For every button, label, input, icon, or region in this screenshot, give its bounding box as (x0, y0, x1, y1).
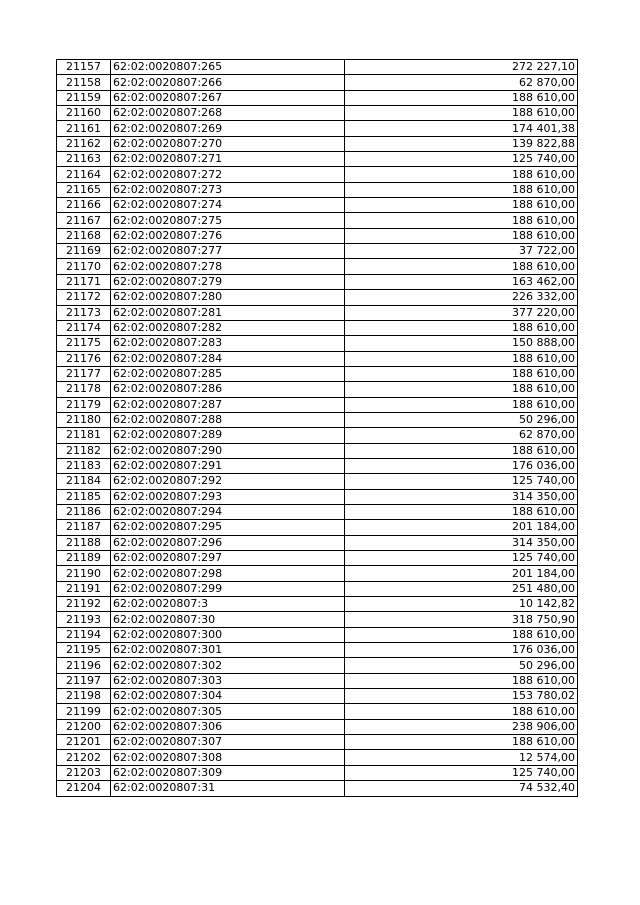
row-number-cell: 21200 (57, 719, 111, 734)
cadastral-number-cell: 62:02:0020807:309 (111, 765, 345, 780)
row-number-cell: 21174 (57, 320, 111, 335)
row-number-cell: 21179 (57, 397, 111, 412)
cadastral-number-cell: 62:02:0020807:275 (111, 213, 345, 228)
row-number-cell: 21166 (57, 198, 111, 213)
cadastral-value-cell: 188 610,00 (345, 504, 578, 519)
row-number-cell: 21177 (57, 366, 111, 381)
table-row (57, 428, 578, 443)
table-row (57, 290, 578, 305)
cadastral-value-cell: 176 036,00 (345, 643, 578, 658)
row-number-cell: 21178 (57, 382, 111, 397)
cadastral-number-cell: 62:02:0020807:293 (111, 489, 345, 504)
cadastral-value-cell: 188 610,00 (345, 213, 578, 228)
cadastral-number-cell: 62:02:0020807:270 (111, 136, 345, 151)
cadastral-number-cell: 62:02:0020807:276 (111, 228, 345, 243)
table-row (57, 443, 578, 458)
row-number-cell: 21185 (57, 489, 111, 504)
cadastral-number-cell: 62:02:0020807:307 (111, 735, 345, 750)
row-number-cell: 21197 (57, 673, 111, 688)
row-number-cell: 21165 (57, 182, 111, 197)
cadastral-value-cell: 188 610,00 (345, 90, 578, 105)
table-row (57, 259, 578, 274)
table-row (57, 658, 578, 673)
cadastral-value-cell: 188 610,00 (345, 182, 578, 197)
table-row (57, 566, 578, 581)
row-number-cell: 21160 (57, 106, 111, 121)
row-number-cell: 21183 (57, 458, 111, 473)
cadastral-value-cell: 188 610,00 (345, 735, 578, 750)
cadastral-value-cell: 37 722,00 (345, 244, 578, 259)
cadastral-value-cell: 188 610,00 (345, 627, 578, 642)
row-number-cell: 21204 (57, 781, 111, 796)
cadastral-number-cell: 62:02:0020807:278 (111, 259, 345, 274)
cadastral-number-cell: 62:02:0020807:290 (111, 443, 345, 458)
row-number-cell: 21175 (57, 336, 111, 351)
cadastral-number-cell: 62:02:0020807:288 (111, 412, 345, 427)
cadastral-number-cell: 62:02:0020807:272 (111, 167, 345, 182)
table-row (57, 320, 578, 335)
cadastral-number-cell: 62:02:0020807:30 (111, 612, 345, 627)
cadastral-number-cell: 62:02:0020807:298 (111, 566, 345, 581)
table-row (57, 689, 578, 704)
cadastral-number-cell: 62:02:0020807:283 (111, 336, 345, 351)
row-number-cell: 21181 (57, 428, 111, 443)
cadastral-value-cell: 314 350,00 (345, 489, 578, 504)
table-row (57, 504, 578, 519)
table-row (57, 274, 578, 289)
cadastral-value-cell: 188 610,00 (345, 106, 578, 121)
table-row (57, 704, 578, 719)
cadastral-number-cell: 62:02:0020807:301 (111, 643, 345, 658)
cadastral-value-cell: 125 740,00 (345, 551, 578, 566)
cadastral-number-cell: 62:02:0020807:269 (111, 121, 345, 136)
row-number-cell: 21202 (57, 750, 111, 765)
table-row (57, 643, 578, 658)
cadastral-number-cell: 62:02:0020807:279 (111, 274, 345, 289)
table-row (57, 90, 578, 105)
cadastral-number-cell: 62:02:0020807:300 (111, 627, 345, 642)
cadastral-value-cell: 188 610,00 (345, 228, 578, 243)
cadastral-number-cell: 62:02:0020807:265 (111, 60, 345, 75)
cadastral-value-cell: 62 870,00 (345, 428, 578, 443)
cadastral-value-cell: 188 610,00 (345, 443, 578, 458)
table-row (57, 412, 578, 427)
cadastral-number-cell: 62:02:0020807:292 (111, 474, 345, 489)
cadastral-value-cell: 10 142,82 (345, 597, 578, 612)
cadastral-value-cell: 188 610,00 (345, 382, 578, 397)
cadastral-number-cell: 62:02:0020807:277 (111, 244, 345, 259)
cadastral-number-cell: 62:02:0020807:308 (111, 750, 345, 765)
cadastral-value-cell: 153 780,02 (345, 689, 578, 704)
table-row (57, 136, 578, 151)
cadastral-value-cell: 174 401,38 (345, 121, 578, 136)
row-number-cell: 21192 (57, 597, 111, 612)
cadastral-value-cell: 74 532,40 (345, 781, 578, 796)
row-number-cell: 21190 (57, 566, 111, 581)
table-row (57, 75, 578, 90)
row-number-cell: 21203 (57, 765, 111, 780)
row-number-cell: 21170 (57, 259, 111, 274)
row-number-cell: 21196 (57, 658, 111, 673)
cadastral-number-cell: 62:02:0020807:306 (111, 719, 345, 734)
cadastral-number-cell: 62:02:0020807:271 (111, 152, 345, 167)
row-number-cell: 21180 (57, 412, 111, 427)
table-row (57, 673, 578, 688)
table-row (57, 520, 578, 535)
cadastral-number-cell: 62:02:0020807:299 (111, 581, 345, 596)
table-row (57, 719, 578, 734)
row-number-cell: 21159 (57, 90, 111, 105)
table-body (57, 60, 578, 797)
cadastral-number-cell: 62:02:0020807:266 (111, 75, 345, 90)
cadastral-value-cell: 238 906,00 (345, 719, 578, 734)
table-row (57, 581, 578, 596)
cadastral-value-cell: 272 227,10 (345, 60, 578, 75)
cadastral-number-cell: 62:02:0020807:296 (111, 535, 345, 550)
row-number-cell: 21173 (57, 305, 111, 320)
cadastral-number-cell: 62:02:0020807:281 (111, 305, 345, 320)
cadastral-number-cell: 62:02:0020807:294 (111, 504, 345, 519)
cadastral-value-cell: 251 480,00 (345, 581, 578, 596)
table-row (57, 535, 578, 550)
cadastral-value-cell: 12 574,00 (345, 750, 578, 765)
cadastral-value-cell: 62 870,00 (345, 75, 578, 90)
cadastral-value-cell: 188 610,00 (345, 259, 578, 274)
cadastral-number-cell: 62:02:0020807:295 (111, 520, 345, 535)
cadastral-number-cell: 62:02:0020807:268 (111, 106, 345, 121)
cadastral-number-cell: 62:02:0020807:297 (111, 551, 345, 566)
cadastral-value-cell: 150 888,00 (345, 336, 578, 351)
cadastral-value-cell: 139 822,88 (345, 136, 578, 151)
row-number-cell: 21186 (57, 504, 111, 519)
table-row (57, 244, 578, 259)
row-number-cell: 21161 (57, 121, 111, 136)
cadastral-number-cell: 62:02:0020807:291 (111, 458, 345, 473)
table-row (57, 121, 578, 136)
cadastral-value-cell: 201 184,00 (345, 566, 578, 581)
cadastral-value-cell: 50 296,00 (345, 658, 578, 673)
cadastral-number-cell: 62:02:0020807:304 (111, 689, 345, 704)
cadastral-number-cell: 62:02:0020807:285 (111, 366, 345, 381)
cadastral-number-cell: 62:02:0020807:3 (111, 597, 345, 612)
cadastral-value-cell: 188 610,00 (345, 704, 578, 719)
cadastral-number-cell: 62:02:0020807:274 (111, 198, 345, 213)
table-row (57, 474, 578, 489)
table-row (57, 397, 578, 412)
row-number-cell: 21193 (57, 612, 111, 627)
cadastral-value-table (56, 59, 578, 797)
row-number-cell: 21171 (57, 274, 111, 289)
cadastral-value-cell: 188 610,00 (345, 320, 578, 335)
table-row (57, 781, 578, 796)
row-number-cell: 21184 (57, 474, 111, 489)
cadastral-value-cell: 314 350,00 (345, 535, 578, 550)
cadastral-value-cell: 163 462,00 (345, 274, 578, 289)
table-row (57, 382, 578, 397)
cadastral-value-cell: 176 036,00 (345, 458, 578, 473)
table-row (57, 627, 578, 642)
cadastral-number-cell: 62:02:0020807:303 (111, 673, 345, 688)
cadastral-value-cell: 188 610,00 (345, 351, 578, 366)
table-row (57, 182, 578, 197)
table-row (57, 351, 578, 366)
table-row (57, 305, 578, 320)
row-number-cell: 21187 (57, 520, 111, 535)
cadastral-value-cell: 188 610,00 (345, 198, 578, 213)
cadastral-number-cell: 62:02:0020807:284 (111, 351, 345, 366)
cadastral-number-cell: 62:02:0020807:305 (111, 704, 345, 719)
row-number-cell: 21182 (57, 443, 111, 458)
row-number-cell: 21191 (57, 581, 111, 596)
row-number-cell: 21168 (57, 228, 111, 243)
cadastral-number-cell: 62:02:0020807:282 (111, 320, 345, 335)
row-number-cell: 21201 (57, 735, 111, 750)
cadastral-number-cell: 62:02:0020807:31 (111, 781, 345, 796)
cadastral-number-cell: 62:02:0020807:286 (111, 382, 345, 397)
row-number-cell: 21157 (57, 60, 111, 75)
row-number-cell: 21189 (57, 551, 111, 566)
row-number-cell: 21158 (57, 75, 111, 90)
table-row (57, 152, 578, 167)
row-number-cell: 21195 (57, 643, 111, 658)
table-row (57, 213, 578, 228)
cadastral-number-cell: 62:02:0020807:289 (111, 428, 345, 443)
table-row (57, 765, 578, 780)
table-row (57, 750, 578, 765)
row-number-cell: 21198 (57, 689, 111, 704)
row-number-cell: 21163 (57, 152, 111, 167)
table-row (57, 60, 578, 75)
row-number-cell: 21162 (57, 136, 111, 151)
cadastral-number-cell: 62:02:0020807:273 (111, 182, 345, 197)
row-number-cell: 21169 (57, 244, 111, 259)
table-row (57, 336, 578, 351)
table-row (57, 612, 578, 627)
cadastral-value-cell: 377 220,00 (345, 305, 578, 320)
cadastral-value-cell: 125 740,00 (345, 474, 578, 489)
row-number-cell: 21199 (57, 704, 111, 719)
row-number-cell: 21172 (57, 290, 111, 305)
table-row (57, 597, 578, 612)
cadastral-value-cell: 125 740,00 (345, 152, 578, 167)
table-row (57, 735, 578, 750)
table-row (57, 551, 578, 566)
cadastral-number-cell: 62:02:0020807:302 (111, 658, 345, 673)
row-number-cell: 21167 (57, 213, 111, 228)
cadastral-value-cell: 201 184,00 (345, 520, 578, 535)
cadastral-number-cell: 62:02:0020807:280 (111, 290, 345, 305)
row-number-cell: 21194 (57, 627, 111, 642)
cadastral-value-cell: 188 610,00 (345, 167, 578, 182)
row-number-cell: 21188 (57, 535, 111, 550)
cadastral-number-cell: 62:02:0020807:267 (111, 90, 345, 105)
table-row (57, 458, 578, 473)
cadastral-value-cell: 188 610,00 (345, 397, 578, 412)
table-row (57, 228, 578, 243)
row-number-cell: 21164 (57, 167, 111, 182)
cadastral-value-cell: 318 750,90 (345, 612, 578, 627)
table-row (57, 106, 578, 121)
table-row (57, 167, 578, 182)
cadastral-value-cell: 188 610,00 (345, 366, 578, 381)
table-row (57, 489, 578, 504)
cadastral-value-cell: 50 296,00 (345, 412, 578, 427)
cadastral-number-cell: 62:02:0020807:287 (111, 397, 345, 412)
cadastral-value-cell: 188 610,00 (345, 673, 578, 688)
table-row (57, 198, 578, 213)
table-row (57, 366, 578, 381)
row-number-cell: 21176 (57, 351, 111, 366)
cadastral-value-cell: 125 740,00 (345, 765, 578, 780)
cadastral-value-cell: 226 332,00 (345, 290, 578, 305)
